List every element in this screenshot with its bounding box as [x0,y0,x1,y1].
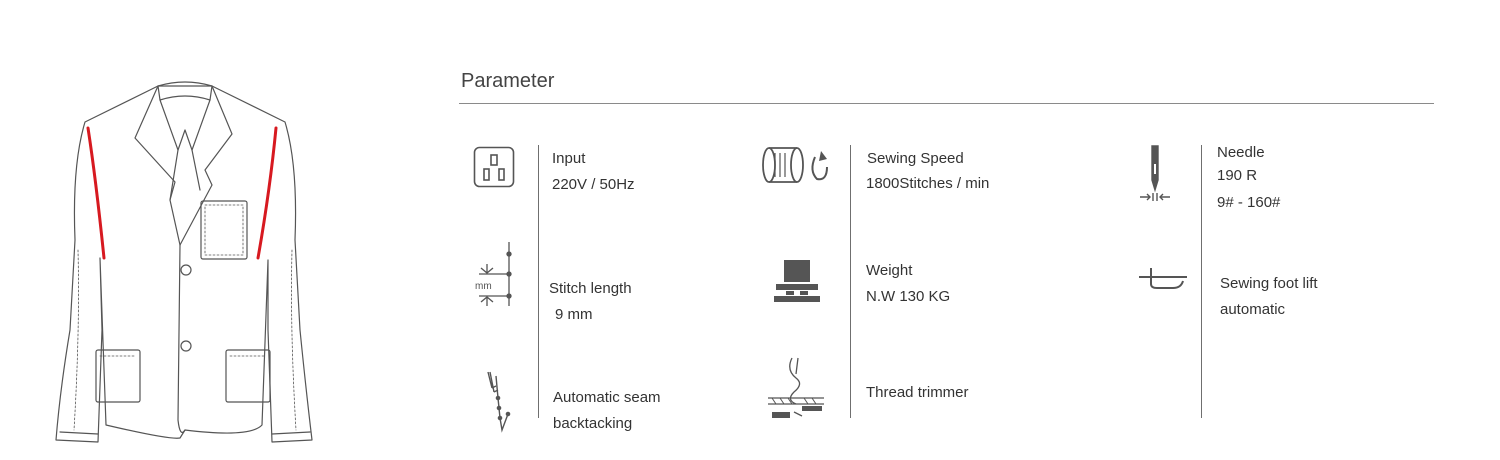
sewing-foot-lift-label: Sewing foot lift [1220,275,1318,292]
needle-type: 190 R [1217,167,1258,184]
thread-trimmer-label: Thread trimmer [866,384,969,401]
section-title: Parameter [461,70,555,92]
sewing-speed-value: 1800Stitches / min [866,175,990,192]
thread-spool-icon [761,145,833,185]
backtacking-value: backtacking [553,415,633,432]
weight-label: Weight [866,262,913,279]
stitch-length-value: 9 mm [555,306,593,323]
title-divider [459,103,1434,104]
presser-foot-icon [1137,266,1189,292]
weight-value: N.W 130 KG [866,288,951,305]
stitch-length-icon [473,238,521,310]
thread-trimmer-icon [766,356,828,422]
sewing-speed-label: Sewing Speed [867,150,964,167]
weight-icon [772,258,822,303]
input-label: Input [552,150,586,167]
sewing-foot-lift-value: automatic [1220,301,1286,318]
needle-label: Needle [1217,144,1265,161]
jacket-illustration [40,70,320,460]
needle-size: 9# - 160# [1217,194,1281,211]
power-socket-icon [473,146,515,188]
column-divider-3 [1201,145,1202,418]
stitch-length-unit: mm [475,281,492,292]
needle-icon [1136,144,1174,206]
backtacking-label: Automatic seam [553,389,661,406]
stitch-length-label: Stitch length [549,280,632,297]
backtack-stitch-icon [484,368,518,436]
column-divider-1 [538,145,539,418]
input-value: 220V / 50Hz [552,176,635,193]
column-divider-2 [850,145,851,418]
